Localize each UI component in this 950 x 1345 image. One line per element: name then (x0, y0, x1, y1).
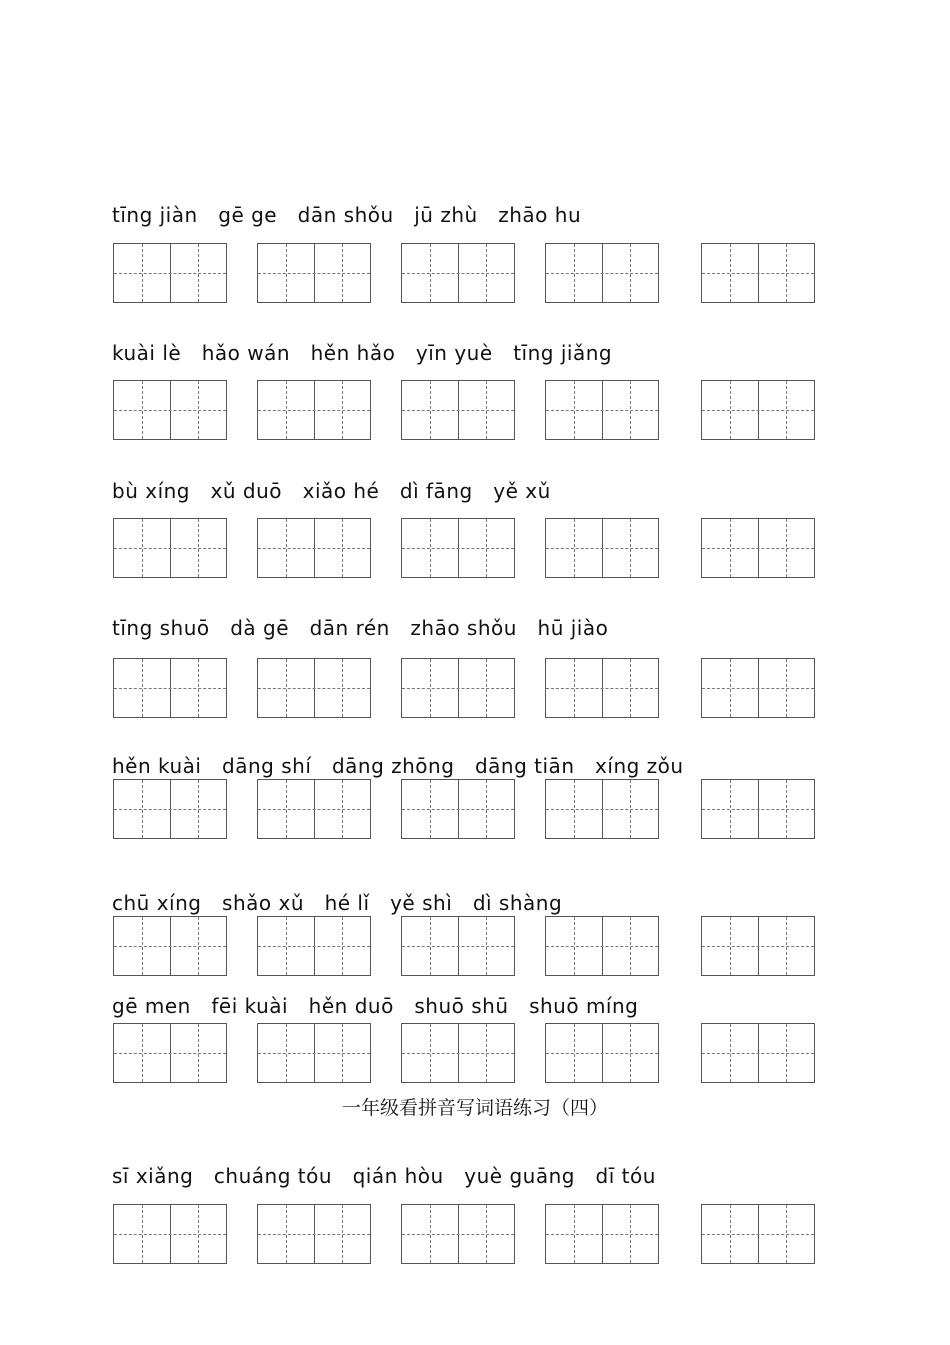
pinyin-row-7: gē men fēi kuài hěn duō shuō shū shuō míng (112, 994, 639, 1018)
writing-grid (401, 243, 515, 303)
grid-line (258, 1234, 370, 1235)
grid-line (402, 1053, 514, 1054)
grid-line (546, 273, 658, 274)
writing-grid (545, 658, 659, 718)
grid-line (114, 548, 226, 549)
pinyin-row-4: tīng shuō dà gē dān rén zhāo shǒu hū jiào (112, 616, 609, 640)
grid-line (258, 548, 370, 549)
writing-grid (701, 380, 815, 440)
writing-grid (401, 518, 515, 578)
writing-grid (257, 380, 371, 440)
writing-grid (701, 243, 815, 303)
writing-grid (701, 916, 815, 976)
grid-line (258, 946, 370, 947)
grid-line (258, 809, 370, 810)
writing-grid (401, 916, 515, 976)
writing-grid (545, 518, 659, 578)
worksheet-title: 一年级看拼音写词语练习（四） (341, 1097, 608, 1119)
writing-grid (545, 916, 659, 976)
writing-grid (401, 779, 515, 839)
writing-grid (401, 380, 515, 440)
grid-line (702, 410, 814, 411)
grid-line (546, 688, 658, 689)
grid-line (702, 809, 814, 810)
grid-line (258, 273, 370, 274)
pinyin-row-5: hěn kuài dāng shí dāng zhōng dāng tiān xíng zǒu (112, 754, 684, 778)
writing-grid (113, 518, 227, 578)
grid-line (546, 1053, 658, 1054)
writing-grid (113, 658, 227, 718)
writing-grid (701, 1023, 815, 1083)
grid-line (546, 410, 658, 411)
grid-line (402, 410, 514, 411)
grid-line (402, 809, 514, 810)
writing-grid (701, 1204, 815, 1264)
writing-grid (257, 1023, 371, 1083)
grid-line (114, 946, 226, 947)
grid-line (546, 1234, 658, 1235)
grid-line (114, 688, 226, 689)
pinyin-row-1: tīng jiàn gē ge dān shǒu jū zhù zhāo hu (112, 203, 582, 227)
writing-grid (545, 1204, 659, 1264)
grid-line (114, 809, 226, 810)
grid-line (546, 548, 658, 549)
grid-line (402, 548, 514, 549)
grid-line (702, 273, 814, 274)
writing-grid (401, 658, 515, 718)
writing-grid (545, 779, 659, 839)
grid-line (546, 809, 658, 810)
writing-grid (113, 380, 227, 440)
writing-grid (257, 1204, 371, 1264)
writing-grid (701, 518, 815, 578)
writing-grid (257, 779, 371, 839)
grid-line (402, 946, 514, 947)
writing-grid (257, 243, 371, 303)
grid-line (702, 688, 814, 689)
writing-grid (701, 779, 815, 839)
grid-line (402, 1234, 514, 1235)
grid-line (546, 946, 658, 947)
grid-line (402, 688, 514, 689)
writing-grid (257, 518, 371, 578)
writing-grid (401, 1204, 515, 1264)
grid-line (258, 688, 370, 689)
pinyin-row-6: chū xíng shǎo xǔ hé lǐ yě shì dì shàng (112, 891, 563, 915)
writing-grid (701, 658, 815, 718)
grid-line (702, 1053, 814, 1054)
grid-line (114, 410, 226, 411)
grid-line (702, 946, 814, 947)
writing-grid (113, 779, 227, 839)
writing-grid (113, 243, 227, 303)
writing-grid (401, 1023, 515, 1083)
grid-line (114, 1234, 226, 1235)
grid-line (114, 1053, 226, 1054)
pinyin-row-3: bù xíng xǔ duō xiǎo hé dì fāng yě xǔ (112, 479, 551, 503)
writing-grid (545, 1023, 659, 1083)
grid-line (114, 273, 226, 274)
grid-line (402, 273, 514, 274)
grid-line (258, 1053, 370, 1054)
grid-line (702, 1234, 814, 1235)
writing-grid (545, 380, 659, 440)
writing-grid (257, 916, 371, 976)
pinyin-row-8: sī xiǎng chuáng tóu qián hòu yuè guāng dī tóu (112, 1164, 656, 1188)
writing-grid (113, 1204, 227, 1264)
grid-line (258, 410, 370, 411)
grid-line (702, 548, 814, 549)
writing-grid (113, 1023, 227, 1083)
writing-grid (545, 243, 659, 303)
writing-grid (257, 658, 371, 718)
pinyin-row-2: kuài lè hǎo wán hěn hǎo yīn yuè tīng jiǎng (112, 341, 613, 365)
writing-grid (113, 916, 227, 976)
